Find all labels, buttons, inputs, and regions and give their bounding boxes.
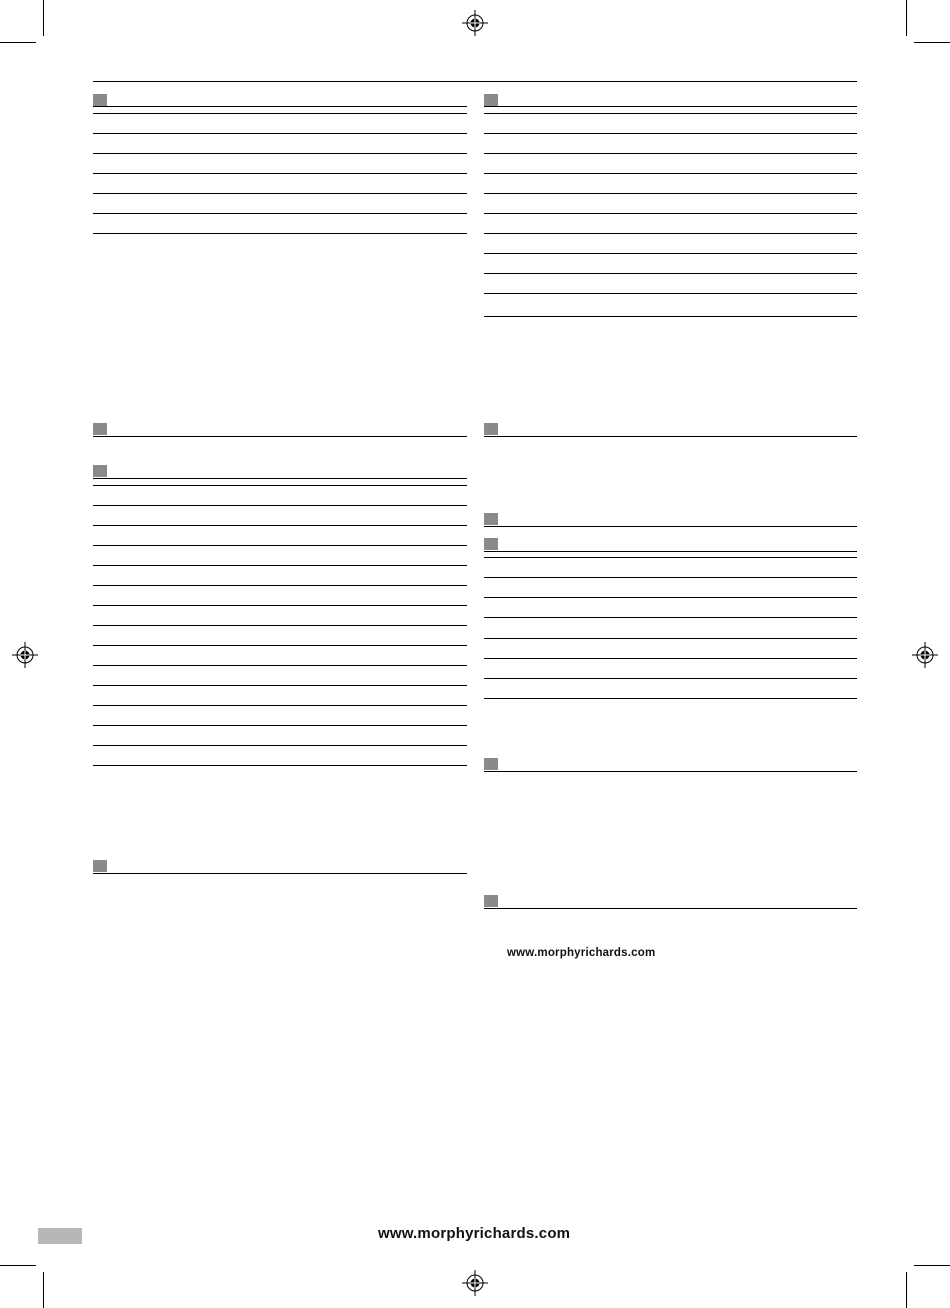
table-row — [93, 665, 467, 666]
table-row — [93, 625, 467, 626]
table-row — [93, 585, 467, 586]
table-row — [484, 193, 857, 194]
table-row — [484, 273, 857, 274]
table-row — [484, 173, 857, 174]
table-row — [93, 113, 467, 114]
section-marker — [484, 895, 498, 907]
inline-website-link[interactable]: www.morphyrichards.com — [507, 947, 656, 959]
crop-mark — [906, 0, 907, 36]
crop-mark — [914, 1265, 950, 1266]
table-row — [93, 505, 467, 506]
section-marker — [93, 465, 107, 477]
section-marker — [484, 423, 498, 435]
table-row — [93, 745, 467, 746]
table-row — [93, 525, 467, 526]
table-row — [93, 685, 467, 686]
table-row — [93, 193, 467, 194]
registration-mark-icon — [462, 10, 488, 36]
table-row — [93, 233, 467, 234]
table-row — [93, 725, 467, 726]
crop-mark — [43, 0, 44, 36]
table-row — [484, 617, 857, 618]
section-marker — [93, 423, 107, 435]
section-marker — [484, 758, 498, 770]
table-row — [93, 485, 467, 486]
crop-mark — [906, 1272, 907, 1308]
table-row — [484, 658, 857, 659]
crop-mark — [914, 42, 950, 43]
crop-mark — [43, 1272, 44, 1308]
table-row — [484, 213, 857, 214]
section-rule — [484, 106, 857, 107]
section-marker — [93, 94, 107, 106]
section-rule — [484, 436, 857, 437]
table-row — [93, 605, 467, 606]
table-row — [93, 545, 467, 546]
section-marker — [484, 538, 498, 550]
section-marker — [484, 94, 498, 106]
table-row — [484, 233, 857, 234]
section-rule — [93, 436, 467, 437]
registration-mark-icon — [12, 642, 38, 668]
section-rule — [93, 478, 467, 479]
registration-mark-icon — [912, 642, 938, 668]
top-rule — [93, 81, 857, 82]
table-row — [484, 253, 857, 254]
table-row — [93, 765, 467, 766]
table-row — [484, 638, 857, 639]
section-rule — [93, 106, 467, 107]
table-row — [484, 133, 857, 134]
footer-website-link[interactable]: www.morphyrichards.com — [378, 1225, 571, 1242]
table-row — [93, 565, 467, 566]
section-rule — [484, 551, 857, 552]
registration-mark-icon — [462, 1270, 488, 1296]
table-row — [484, 678, 857, 679]
table-row — [484, 597, 857, 598]
crop-mark — [0, 42, 36, 43]
table-row — [484, 577, 857, 578]
section-rule — [484, 908, 857, 909]
page-number-tab — [38, 1228, 82, 1244]
section-rule — [484, 526, 857, 527]
crop-mark — [0, 1265, 36, 1266]
table-row — [93, 645, 467, 646]
table-row — [484, 113, 857, 114]
table-row — [93, 705, 467, 706]
table-row — [93, 213, 467, 214]
table-row — [484, 316, 857, 317]
table-row — [484, 153, 857, 154]
table-row — [93, 133, 467, 134]
table-row — [93, 153, 467, 154]
table-row — [484, 293, 857, 294]
table-row — [93, 173, 467, 174]
table-row — [484, 698, 857, 699]
section-marker — [93, 860, 107, 872]
table-row — [484, 557, 857, 558]
section-marker — [484, 513, 498, 525]
section-rule — [484, 771, 857, 772]
section-rule — [93, 873, 467, 874]
